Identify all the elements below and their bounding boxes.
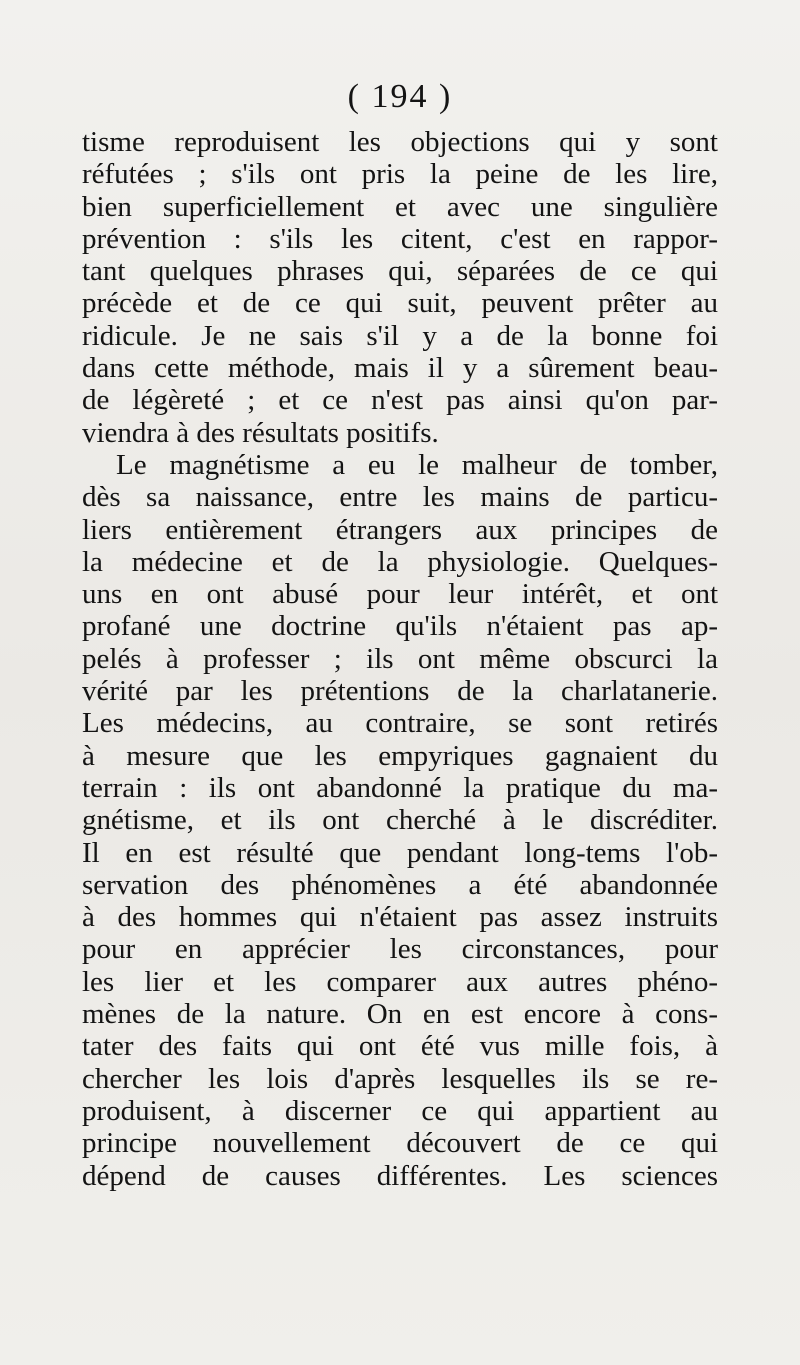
text-line: produisent, à discerner ce qui appartient au <box>82 1094 718 1127</box>
text-line: à des hommes qui n'étaient pas assez instruits <box>82 901 718 934</box>
text-line: réfutées ; s'ils ont pris la peine de les lire, <box>82 158 718 191</box>
text-line: vérité par les prétentions de la charlatanerie. <box>82 675 718 708</box>
text-line: dès sa naissance, entre les mains de particu- <box>82 481 718 514</box>
text-line: précède et de ce qui suit, peuvent prêter au <box>82 287 718 320</box>
text-line: prévention : s'ils les citent, c'est en rappor- <box>82 222 718 255</box>
text-line: viendra à des résultats positifs. <box>82 416 439 449</box>
text-line: ridicule. Je ne sais s'il y a de la bonne foi <box>82 319 718 352</box>
text-line: pour en apprécier les circonstances, pour <box>82 933 718 966</box>
text-line: liers entièrement étrangers aux principes de <box>82 513 718 546</box>
paragraph-start-line: Le magnétisme a eu le malheur de tomber, <box>116 448 718 481</box>
text-line: chercher les lois d'après lesquelles ils se re- <box>82 1062 718 1095</box>
text-line: Il en est résulté que pendant long-tems l'ob- <box>82 836 718 869</box>
text-line: mènes de la nature. On en est encore à cons- <box>82 998 718 1031</box>
text-line: principe nouvellement découvert de ce qui <box>82 1127 718 1160</box>
text-line: servation des phénomènes a été abandonnée <box>82 868 718 901</box>
text-line: tisme reproduisent les objections qui y sont <box>82 126 718 158</box>
text-line: à mesure que les empyriques gagnaient du <box>82 739 718 772</box>
text-line: la médecine et de la physiologie. Quelques- <box>82 545 718 578</box>
text-line: tater des faits qui ont été vus mille fois, à <box>82 1030 718 1063</box>
page-number: ( 194 ) <box>347 78 453 115</box>
text-line: Les médecins, au contraire, se sont retirés <box>82 707 718 740</box>
text-line: bien superficiellement et avec une singulière <box>82 190 718 223</box>
text-line: dépend de causes différentes. Les sciences <box>82 1159 718 1192</box>
text-line: dans cette méthode, mais il y a sûrement beau- <box>82 352 718 385</box>
text-line: profané une doctrine qu'ils n'étaient pas ap- <box>82 610 718 643</box>
text-line: terrain : ils ont abandonné la pratique du ma- <box>82 771 718 804</box>
body-text <box>82 126 718 1192</box>
text-line: les lier et les comparer aux autres phéno- <box>82 965 718 998</box>
text-line: de légèreté ; et ce n'est pas ainsi qu'on par- <box>82 384 718 417</box>
text-line: tant quelques phrases qui, séparées de ce qui <box>82 255 718 288</box>
text-line: uns en ont abusé pour leur intérêt, et ont <box>82 578 718 611</box>
text-line: gnétisme, et ils ont cherché à le discréditer. <box>82 804 718 837</box>
text-line: pelés à professer ; ils ont même obscurci la <box>82 642 718 675</box>
